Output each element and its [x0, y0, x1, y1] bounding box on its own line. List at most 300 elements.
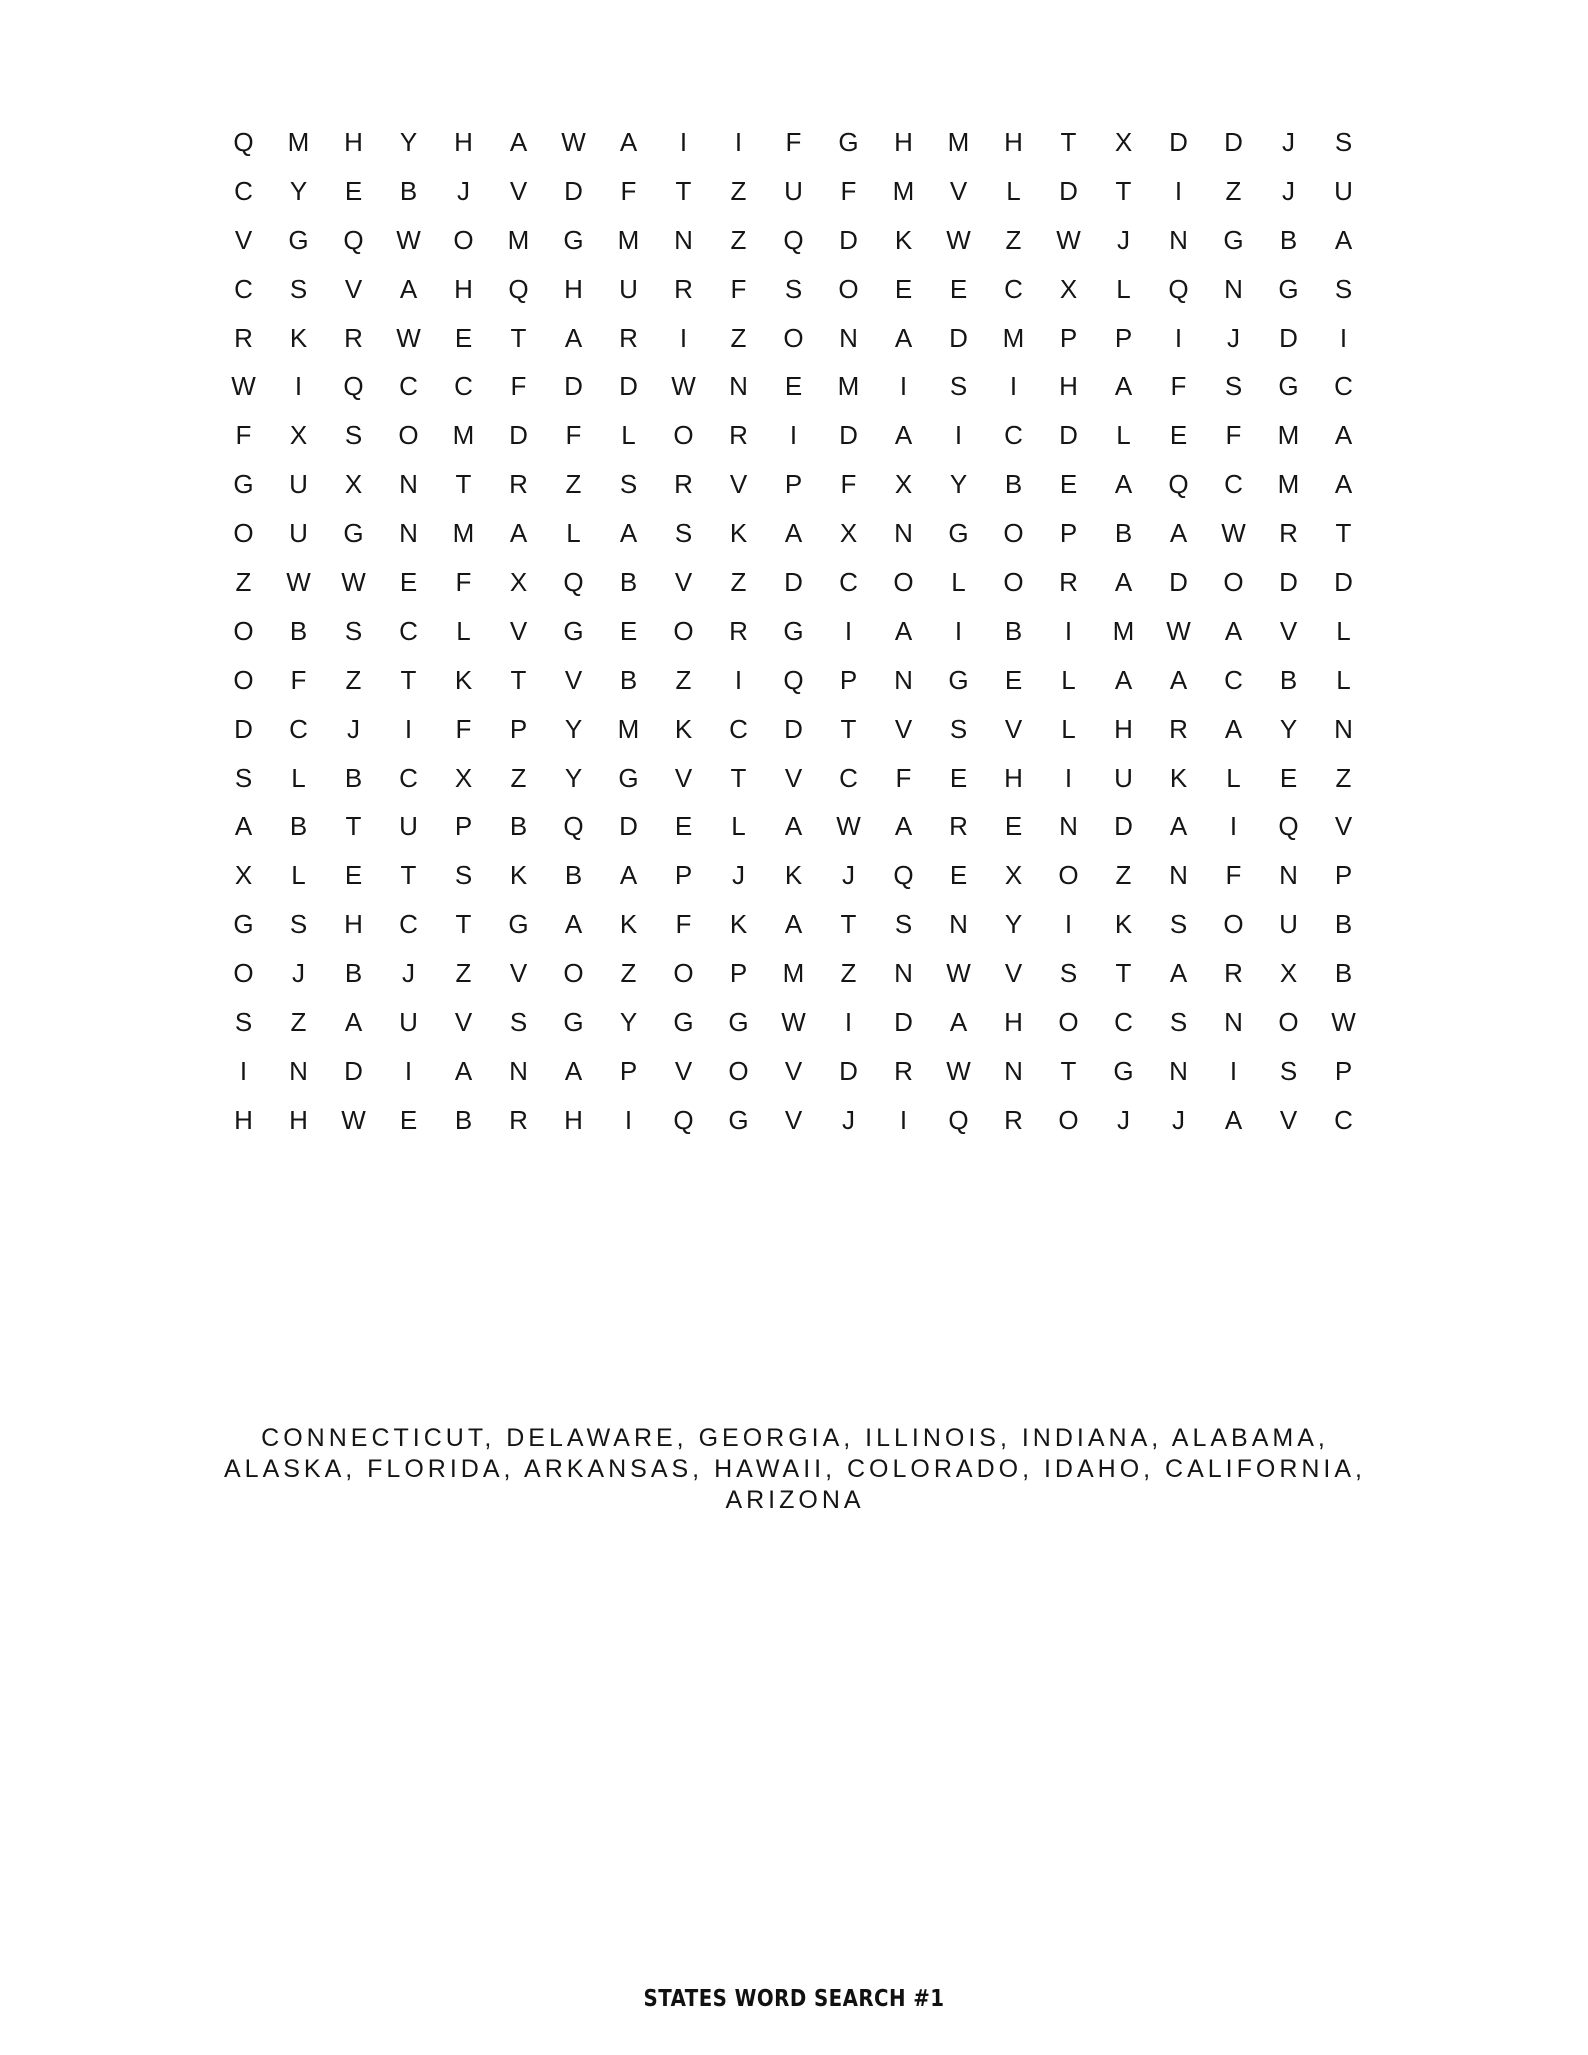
grid-letter: R	[1004, 1104, 1023, 1135]
grid-letter: O	[1058, 1006, 1079, 1037]
grid-letter: O	[1278, 1006, 1299, 1037]
grid-letter: W	[286, 566, 311, 597]
grid-letter: L	[566, 518, 581, 549]
grid-letter: R	[729, 615, 748, 646]
grid-letter: Z	[290, 1006, 307, 1037]
grid-letter: O	[1003, 518, 1024, 549]
grid-letter: M	[452, 420, 475, 451]
grid-letter: A	[1169, 811, 1188, 842]
grid-letter: E	[344, 860, 363, 891]
grid-letter: N	[509, 1055, 528, 1086]
grid-letter: W	[561, 126, 586, 157]
grid-letter: P	[839, 664, 858, 695]
grid-letter: R	[674, 273, 693, 304]
grid-letter: S	[784, 273, 803, 304]
grid-letter: I	[679, 322, 688, 353]
grid-letter: I	[1339, 322, 1348, 353]
grid-letter: A	[564, 1055, 583, 1086]
grid-letter: F	[840, 469, 857, 500]
grid-letter: R	[1279, 518, 1298, 549]
grid-letter: P	[1334, 1055, 1353, 1086]
grid-letter: E	[949, 762, 968, 793]
grid-letter: D	[839, 1055, 858, 1086]
grid-letter: W	[671, 371, 696, 402]
grid-letter: D	[1059, 175, 1078, 206]
grid-letter: A	[1334, 420, 1353, 451]
grid-letter: Z	[235, 566, 252, 597]
grid-letter: O	[838, 273, 859, 304]
grid-letter: E	[1004, 811, 1023, 842]
grid-letter: N	[1169, 1055, 1188, 1086]
grid-letter: M	[947, 126, 970, 157]
grid-letter: H	[1004, 126, 1023, 157]
grid-letter: W	[1221, 518, 1246, 549]
grid-letter: I	[624, 1104, 633, 1135]
grid-letter: F	[510, 371, 527, 402]
grid-letter: P	[454, 811, 473, 842]
grid-letter: L	[1061, 713, 1076, 744]
puzzle-title: STATES WORD SEARCH #1	[643, 1986, 945, 2012]
grid-letter: Z	[510, 762, 527, 793]
grid-letter: D	[1169, 566, 1188, 597]
grid-letter: E	[454, 322, 473, 353]
grid-letter: B	[1004, 615, 1023, 646]
grid-letter: V	[1279, 1104, 1298, 1135]
grid-letter: F	[785, 126, 802, 157]
grid-letter: Q	[563, 566, 584, 597]
grid-letter: H	[234, 1104, 253, 1135]
grid-letter: G	[673, 1006, 694, 1037]
grid-letter: Z	[1115, 860, 1132, 891]
grid-letter: W	[341, 1104, 366, 1135]
grid-letter: Z	[730, 224, 747, 255]
grid-letter: O	[1058, 1104, 1079, 1135]
grid-letter: Q	[563, 811, 584, 842]
grid-letter: R	[344, 322, 363, 353]
grid-letter: G	[728, 1006, 749, 1037]
grid-letter: T	[345, 811, 362, 842]
grid-letter: A	[894, 811, 913, 842]
grid-letter: A	[1114, 371, 1133, 402]
grid-letter: I	[734, 664, 743, 695]
grid-letter: L	[1006, 175, 1021, 206]
grid-letter: B	[344, 958, 363, 989]
grid-letter: Z	[1335, 762, 1352, 793]
grid-letter: J	[292, 958, 305, 989]
grid-letter: C	[839, 566, 858, 597]
grid-letter: Y	[399, 126, 418, 157]
grid-letter: G	[1113, 1055, 1134, 1086]
grid-letter: F	[455, 713, 472, 744]
grid-letter: Z	[455, 958, 472, 989]
grid-letter: A	[564, 909, 583, 940]
grid-letter: H	[1059, 371, 1078, 402]
grid-letter: W	[946, 224, 971, 255]
grid-letter: A	[949, 1006, 968, 1037]
grid-letter: M	[1112, 615, 1135, 646]
grid-letter: J	[732, 860, 745, 891]
grid-letter: R	[1059, 566, 1078, 597]
grid-letter: W	[396, 322, 421, 353]
grid-letter: V	[674, 1055, 693, 1086]
grid-letter: I	[1064, 909, 1073, 940]
grid-letter: S	[1059, 958, 1078, 989]
grid-letter: R	[1224, 958, 1243, 989]
grid-letter: I	[1064, 615, 1073, 646]
grid-letter: C	[1224, 469, 1243, 500]
grid-letter: Y	[1004, 909, 1023, 940]
grid-letter: X	[509, 566, 528, 597]
grid-letter: A	[784, 811, 803, 842]
grid-letter: A	[564, 322, 583, 353]
grid-letter: H	[894, 126, 913, 157]
grid-letter: O	[1058, 860, 1079, 891]
grid-letter: N	[1224, 273, 1243, 304]
grid-letter: F	[1170, 371, 1187, 402]
grid-letter: Q	[1168, 469, 1189, 500]
grid-letter: O	[673, 958, 694, 989]
grid-letter: V	[784, 762, 803, 793]
grid-letter: G	[1278, 273, 1299, 304]
grid-letter: C	[399, 909, 418, 940]
grid-letter: E	[949, 860, 968, 891]
grid-letter: O	[233, 958, 254, 989]
grid-letter: D	[1114, 811, 1133, 842]
grid-letter: F	[730, 273, 747, 304]
grid-letter: Y	[289, 175, 308, 206]
grid-letter: V	[949, 175, 968, 206]
grid-letter: Z	[675, 664, 692, 695]
grid-letter: Q	[783, 664, 804, 695]
grid-letter: B	[1279, 664, 1298, 695]
grid-letter: S	[894, 909, 913, 940]
grid-letter: D	[1334, 566, 1353, 597]
grid-letter: G	[618, 762, 639, 793]
grid-letter: F	[1225, 860, 1242, 891]
grid-letter: H	[564, 273, 583, 304]
grid-letter: M	[452, 518, 475, 549]
grid-letter: T	[400, 860, 417, 891]
grid-letter: D	[784, 713, 803, 744]
grid-letter: J	[842, 1104, 855, 1135]
grid-letter: U	[289, 469, 308, 500]
grid-letter: X	[1114, 126, 1133, 157]
grid-letter: F	[840, 175, 857, 206]
grid-letter: Q	[343, 224, 364, 255]
grid-letter: B	[1114, 518, 1133, 549]
grid-letter: O	[563, 958, 584, 989]
grid-letter: C	[729, 713, 748, 744]
grid-letter: V	[729, 469, 748, 500]
grid-letter: W	[1056, 224, 1081, 255]
grid-letter: V	[509, 615, 528, 646]
grid-letter: O	[398, 420, 419, 451]
grid-letter: C	[1004, 273, 1023, 304]
grid-letter: I	[1174, 175, 1183, 206]
grid-letter: N	[674, 224, 693, 255]
grid-letter: I	[1229, 811, 1238, 842]
grid-letter: A	[1224, 713, 1243, 744]
grid-letter: B	[619, 566, 638, 597]
grid-letter: N	[1279, 860, 1298, 891]
grid-letter: B	[289, 811, 308, 842]
grid-letter: A	[1114, 664, 1133, 695]
grid-letter: R	[729, 420, 748, 451]
grid-letter: C	[1004, 420, 1023, 451]
grid-letter: A	[1169, 958, 1188, 989]
word-list-line-2: ALASKA, FLORIDA, ARKANSAS, HAWAII, COLORADO, IDAHO, CALIFORNIA,	[223, 1455, 1366, 1483]
grid-letter: A	[1334, 469, 1353, 500]
grid-letter: D	[344, 1055, 363, 1086]
grid-letter: S	[509, 1006, 528, 1037]
grid-letter: G	[233, 469, 254, 500]
grid-letter: G	[728, 1104, 749, 1135]
word-list-line-3: ARIZONA	[725, 1486, 865, 1514]
grid-letter: I	[954, 615, 963, 646]
grid-letter: O	[673, 420, 694, 451]
grid-letter: A	[619, 518, 638, 549]
grid-letter: B	[1334, 958, 1353, 989]
grid-letter: O	[1223, 566, 1244, 597]
grid-letter: G	[343, 518, 364, 549]
grid-letter: V	[784, 1055, 803, 1086]
grid-letter: E	[344, 175, 363, 206]
grid-letter: W	[946, 958, 971, 989]
grid-letter: R	[1169, 713, 1188, 744]
grid-letter: M	[892, 175, 915, 206]
grid-letter: N	[399, 469, 418, 500]
grid-letter: D	[784, 566, 803, 597]
grid-letter: N	[1169, 860, 1188, 891]
grid-letter: M	[1277, 469, 1300, 500]
grid-letter: X	[1004, 860, 1023, 891]
grid-letter: A	[234, 811, 253, 842]
grid-letter: E	[1169, 420, 1188, 451]
grid-letter: X	[289, 420, 308, 451]
grid-letter: L	[731, 811, 746, 842]
grid-letter: N	[1224, 1006, 1243, 1037]
grid-letter: P	[509, 713, 528, 744]
grid-letter: A	[1224, 615, 1243, 646]
grid-letter: J	[402, 958, 415, 989]
grid-letter: E	[399, 566, 418, 597]
grid-letter: G	[563, 1006, 584, 1037]
grid-letter: D	[894, 1006, 913, 1037]
grid-letter: D	[1279, 566, 1298, 597]
grid-letter: G	[233, 909, 254, 940]
grid-letter: V	[509, 958, 528, 989]
grid-letter: F	[235, 420, 252, 451]
word-list-line-1: CONNECTICUT, DELAWARE, GEORGIA, ILLINOIS, INDIANA, ALABAMA,	[261, 1424, 1329, 1452]
grid-letter: C	[234, 175, 253, 206]
grid-letter: I	[789, 420, 798, 451]
grid-letter: M	[617, 713, 640, 744]
grid-letter: J	[1172, 1104, 1185, 1135]
grid-letter: J	[347, 713, 360, 744]
grid-letter: T	[1115, 175, 1132, 206]
grid-letter: H	[289, 1104, 308, 1135]
grid-letter: M	[782, 958, 805, 989]
grid-letter: V	[1004, 713, 1023, 744]
grid-letter: C	[1114, 1006, 1133, 1037]
grid-letter: X	[454, 762, 473, 793]
grid-letter: S	[674, 518, 693, 549]
grid-letter: T	[675, 175, 692, 206]
grid-letter: S	[1169, 1006, 1188, 1037]
grid-letter: Z	[730, 322, 747, 353]
grid-letter: F	[1225, 420, 1242, 451]
grid-letter: D	[1224, 126, 1243, 157]
grid-letter: W	[836, 811, 861, 842]
grid-letter: N	[1004, 1055, 1023, 1086]
grid-letter: Z	[840, 958, 857, 989]
grid-letter: Z	[345, 664, 362, 695]
grid-letter: T	[840, 909, 857, 940]
grid-letter: D	[619, 371, 638, 402]
grid-letter: A	[509, 126, 528, 157]
grid-letter: R	[234, 322, 253, 353]
grid-letter: U	[1279, 909, 1298, 940]
grid-letter: N	[894, 518, 913, 549]
grid-letter: C	[399, 371, 418, 402]
grid-letter: E	[674, 811, 693, 842]
grid-letter: C	[839, 762, 858, 793]
grid-letter: X	[894, 469, 913, 500]
grid-letter: N	[1169, 224, 1188, 255]
grid-letter: V	[344, 273, 363, 304]
grid-letter: K	[729, 909, 748, 940]
grid-letter: Q	[893, 860, 914, 891]
grid-letter: A	[894, 420, 913, 451]
grid-letter: K	[1114, 909, 1133, 940]
grid-letter: G	[288, 224, 309, 255]
grid-letter: X	[344, 469, 363, 500]
grid-letter: D	[1059, 420, 1078, 451]
grid-letter: U	[399, 1006, 418, 1037]
grid-letter: A	[619, 860, 638, 891]
grid-letter: O	[673, 615, 694, 646]
grid-letter: L	[291, 860, 306, 891]
grid-letter: B	[619, 664, 638, 695]
grid-letter: C	[1334, 1104, 1353, 1135]
grid-letter: I	[1064, 762, 1073, 793]
grid-letter: D	[619, 811, 638, 842]
grid-letter: N	[894, 664, 913, 695]
grid-letter: E	[619, 615, 638, 646]
grid-letter: N	[289, 1055, 308, 1086]
grid-letter: V	[1334, 811, 1353, 842]
grid-letter: X	[1059, 273, 1078, 304]
grid-letter: A	[1224, 1104, 1243, 1135]
grid-letter: K	[1169, 762, 1188, 793]
grid-letter: K	[784, 860, 803, 891]
grid-letter: V	[454, 1006, 473, 1037]
grid-letter: J	[457, 175, 470, 206]
grid-letter: S	[619, 469, 638, 500]
grid-letter: P	[784, 469, 803, 500]
grid-letter: L	[456, 615, 471, 646]
grid-letter: J	[842, 860, 855, 891]
grid-letter: C	[1224, 664, 1243, 695]
grid-letter: U	[1334, 175, 1353, 206]
grid-letter: U	[289, 518, 308, 549]
grid-letter: G	[948, 664, 969, 695]
grid-letter: W	[1331, 1006, 1356, 1037]
grid-letter: E	[399, 1104, 418, 1135]
grid-letter: G	[1223, 224, 1244, 255]
grid-letter: X	[234, 860, 253, 891]
grid-letter: A	[1334, 224, 1353, 255]
grid-letter: H	[1004, 762, 1023, 793]
grid-letter: D	[839, 420, 858, 451]
grid-letter: A	[399, 273, 418, 304]
grid-letter: W	[1166, 615, 1191, 646]
grid-letter: D	[1169, 126, 1188, 157]
grid-letter: I	[404, 1055, 413, 1086]
grid-letter: S	[1334, 126, 1353, 157]
grid-letter: T	[1335, 518, 1352, 549]
grid-letter: U	[1114, 762, 1133, 793]
grid-letter: F	[675, 909, 692, 940]
grid-letter: Q	[343, 371, 364, 402]
grid-letter: W	[396, 224, 421, 255]
grid-letter: O	[1003, 566, 1024, 597]
grid-letter: E	[1279, 762, 1298, 793]
grid-letter: R	[894, 1055, 913, 1086]
grid-letter: Q	[673, 1104, 694, 1135]
grid-letter: H	[1004, 1006, 1023, 1037]
grid-letter: H	[454, 273, 473, 304]
grid-letter: B	[509, 811, 528, 842]
grid-letter: D	[564, 371, 583, 402]
grid-letter: A	[1114, 469, 1133, 500]
grid-letter: Q	[508, 273, 529, 304]
grid-letter: L	[951, 566, 966, 597]
grid-letter: B	[289, 615, 308, 646]
grid-letter: S	[1169, 909, 1188, 940]
grid-letter: P	[1114, 322, 1133, 353]
grid-letter: V	[784, 1104, 803, 1135]
grid-letter: Z	[565, 469, 582, 500]
grid-letter: K	[729, 518, 748, 549]
grid-letter: R	[509, 469, 528, 500]
grid-letter: E	[784, 371, 803, 402]
grid-letter: F	[455, 566, 472, 597]
grid-letter: Z	[730, 175, 747, 206]
grid-letter: I	[1229, 1055, 1238, 1086]
grid-letter: A	[784, 518, 803, 549]
grid-letter: B	[1004, 469, 1023, 500]
grid-letter: I	[844, 615, 853, 646]
grid-letter: K	[894, 224, 913, 255]
grid-letter: Q	[783, 224, 804, 255]
grid-letter: G	[783, 615, 804, 646]
grid-letter: T	[510, 322, 527, 353]
grid-letter: J	[1227, 322, 1240, 353]
grid-letter: Z	[620, 958, 637, 989]
grid-letter: V	[234, 224, 253, 255]
grid-letter: H	[454, 126, 473, 157]
grid-letter: P	[1334, 860, 1353, 891]
grid-letter: I	[899, 1104, 908, 1135]
grid-letter: E	[1059, 469, 1078, 500]
grid-letter: C	[289, 713, 308, 744]
grid-letter: T	[455, 909, 472, 940]
grid-letter: A	[344, 1006, 363, 1037]
grid-letter: I	[899, 371, 908, 402]
grid-letter: M	[617, 224, 640, 255]
grid-letter: Z	[1005, 224, 1022, 255]
